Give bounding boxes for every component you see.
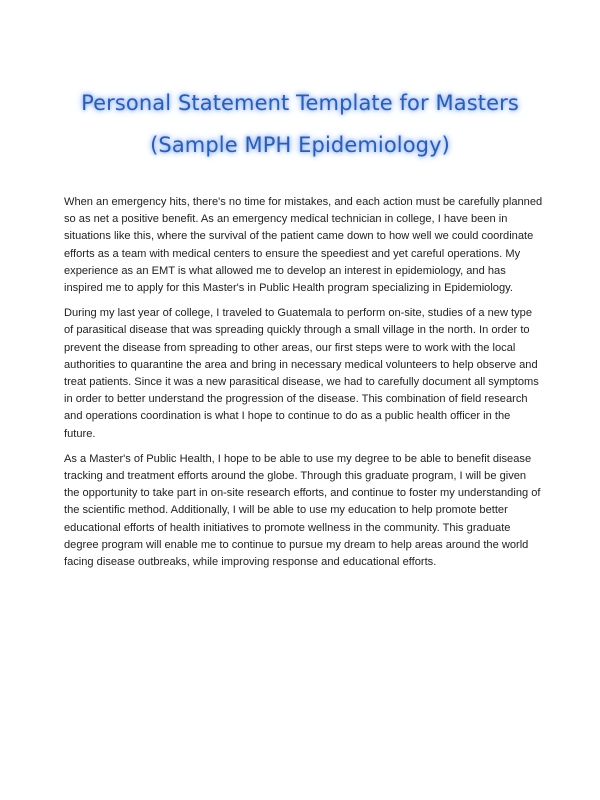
document-title	[0, 84, 600, 164]
title-line-subtitle: (Sample MPH Epidemiology)	[150, 133, 450, 157]
statement-body	[64, 194, 544, 579]
paragraph-field-experience: During my last year of college, I traveled to Guatemala to perform on-site, studies of a new type of parasitical disease that was spreading quickly through a small village in the north. In order to prevent the disease from spreading to other areas, our first steps were to work with the local authorities to quarantine the area and bring in necessary medical volunteers to help observe and treat patients. Since it was a new parasitical disease, we had to carefully document all symptoms in order to better understand the progression of the disease. This combination of field research and operations coordination is what I hope to continue to do as a public health officer in the future.	[64, 307, 539, 440]
paragraph-intro: When an emergency hits, there's no time for mistakes, and each action must be carefully planned so as net a positive benefit. As an emergency medical technician in college, I have been in situations like this, where the survival of the patient came down to how well we could coordinate efforts as a team with medical centers to ensure the speediest and yet careful operations. My experience as an EMT is what allowed me to develop an interest in epidemiology, and has inspired me to apply for this Master's in Public Health program specializing in Epidemiology.	[64, 196, 543, 295]
paragraph-goals: As a Master's of Public Health, I hope to be able to use my degree to be able to benefit disease tracking and treatment efforts around the globe. Through this graduate program, I will be given the opportunity to take part in on-site research efforts, and continue to foster my understanding of the scientific method. Additionally, I will be able to use my education to help promote better educational efforts of health initiatives to promote wellness in the community. This graduate degree program will enable me to continue to pursue my dream to help areas around the world facing disease outbreaks, while improving response and educational efforts.	[64, 452, 541, 569]
title-line-main: Personal Statement Template for Masters	[81, 91, 519, 115]
